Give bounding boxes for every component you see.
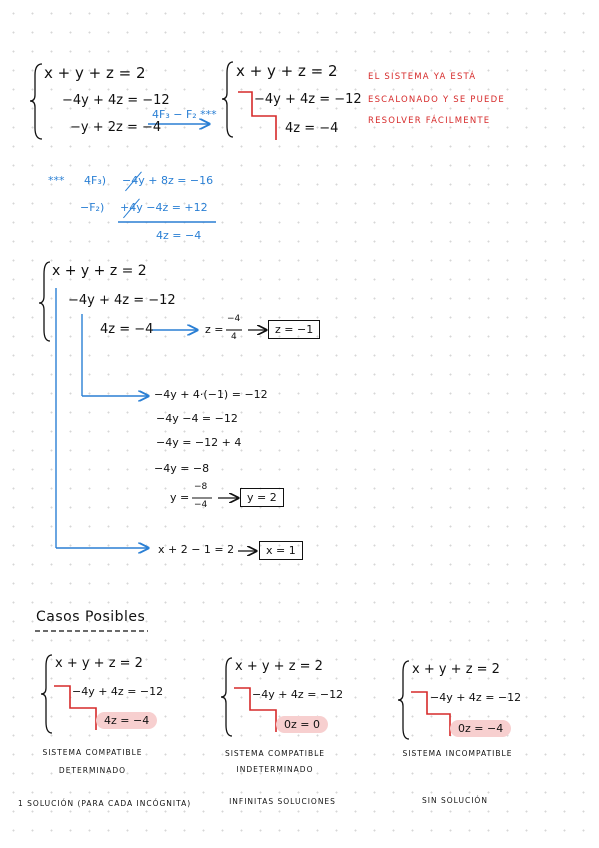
calc-row2-term (120, 201, 208, 214)
case1-title-line1: SISTEMA COMPATIBLE (42, 748, 143, 757)
brace-system2 (222, 62, 233, 137)
system2-eq3: 4z = −4 (285, 121, 339, 136)
calc-row2-cancelled: +4y (120, 201, 143, 214)
solve-eq3: 4z = −4 (100, 322, 154, 337)
y-step-3: −4y = −12 + 4 (156, 436, 242, 449)
z-result-box: z = −1 (268, 320, 320, 339)
case1-title-line2: DETERMINADO (58, 766, 127, 775)
system1-eq1: x + y + z = 2 (44, 64, 146, 82)
solve-eq1: x + y + z = 2 (52, 263, 147, 279)
brace-solve (39, 262, 50, 341)
brace-case-3 (398, 661, 409, 739)
system2-eq1: x + y + z = 2 (236, 62, 338, 80)
brace-system1 (30, 64, 42, 139)
solve-eq2: −4y + 4z = −12 (68, 293, 176, 308)
case2-title-line2: INDETERMINADO (236, 765, 314, 774)
note-line-3: RESOLVER FÁCILMENTE (368, 116, 491, 126)
calc-row2-rest: −4z = +12 (146, 201, 208, 214)
y-step-4: −4y = −8 (154, 462, 210, 475)
y-lhs: y = (170, 491, 190, 504)
case3-eq1: x + y + z = 2 (412, 662, 500, 677)
calc-row1-rest: + 8z = −16 (148, 174, 214, 187)
case1-eq1: x + y + z = 2 (55, 656, 143, 671)
z-lhs: z = (205, 323, 224, 336)
case1-description: 1 SOLUCIÓN (PARA CADA INCÓGNITA) (18, 799, 192, 808)
case2-eq2: −4y + 4z = −12 (252, 688, 344, 701)
y-numerator: −8 (194, 482, 208, 492)
calc-row1-term (122, 174, 213, 187)
case1-eq2: −4y + 4z = −12 (72, 685, 164, 698)
calc-row1-label: 4F₃) (84, 174, 107, 187)
case2-title-line1: SISTEMA COMPATIBLE (224, 749, 326, 758)
note-line-2: ESCALONADO Y SE PUEDE (368, 95, 505, 105)
note-line-1: EL SISTEMA YA ESTÁ (368, 72, 477, 82)
case1-eq3-highlight: 4z = −4 (96, 712, 157, 729)
system1-eq3: −y + 2z = −4 (70, 120, 162, 135)
x-step: x + 2 − 1 = 2 (158, 543, 235, 556)
case2-description: INFINITAS SOLUCIONES (229, 797, 336, 806)
system2-eq2: −4y + 4z = −12 (254, 92, 362, 107)
case3-title-line1: SISTEMA INCOMPATIBLE (402, 749, 513, 758)
calc-row2-label: −F₂) (80, 201, 105, 214)
case2-eq3-highlight: 0z = 0 (276, 716, 328, 733)
case3-eq3-highlight: 0z = −4 (450, 720, 511, 737)
x-result-box: x = 1 (259, 541, 303, 560)
case3-eq2: −4y + 4z = −12 (430, 691, 522, 704)
calc-result: 4z = −4 (156, 229, 202, 242)
system1-eq2: −4y + 4z = −12 (62, 93, 170, 108)
calc-row1-cancelled: −4y (122, 174, 145, 187)
brace-case-2 (221, 658, 232, 736)
y-denominator: −4 (194, 500, 208, 510)
y-step-1: −4y + 4·(−1) = −12 (154, 388, 268, 401)
y-result-box: y = 2 (240, 488, 284, 507)
z-denominator: 4 (231, 332, 237, 342)
case2-eq1: x + y + z = 2 (235, 659, 323, 674)
z-numerator: −4 (227, 314, 241, 324)
y-step-2: −4y −4 = −12 (156, 412, 238, 425)
cases-heading: Casos Posibles (36, 609, 146, 625)
calc-stars: *** (48, 174, 65, 187)
arrow-operation-label: 4F₃ − F₂ *** (152, 108, 217, 121)
case3-description: SIN SOLUCIÓN (422, 796, 488, 805)
brace-case-1 (41, 655, 52, 733)
